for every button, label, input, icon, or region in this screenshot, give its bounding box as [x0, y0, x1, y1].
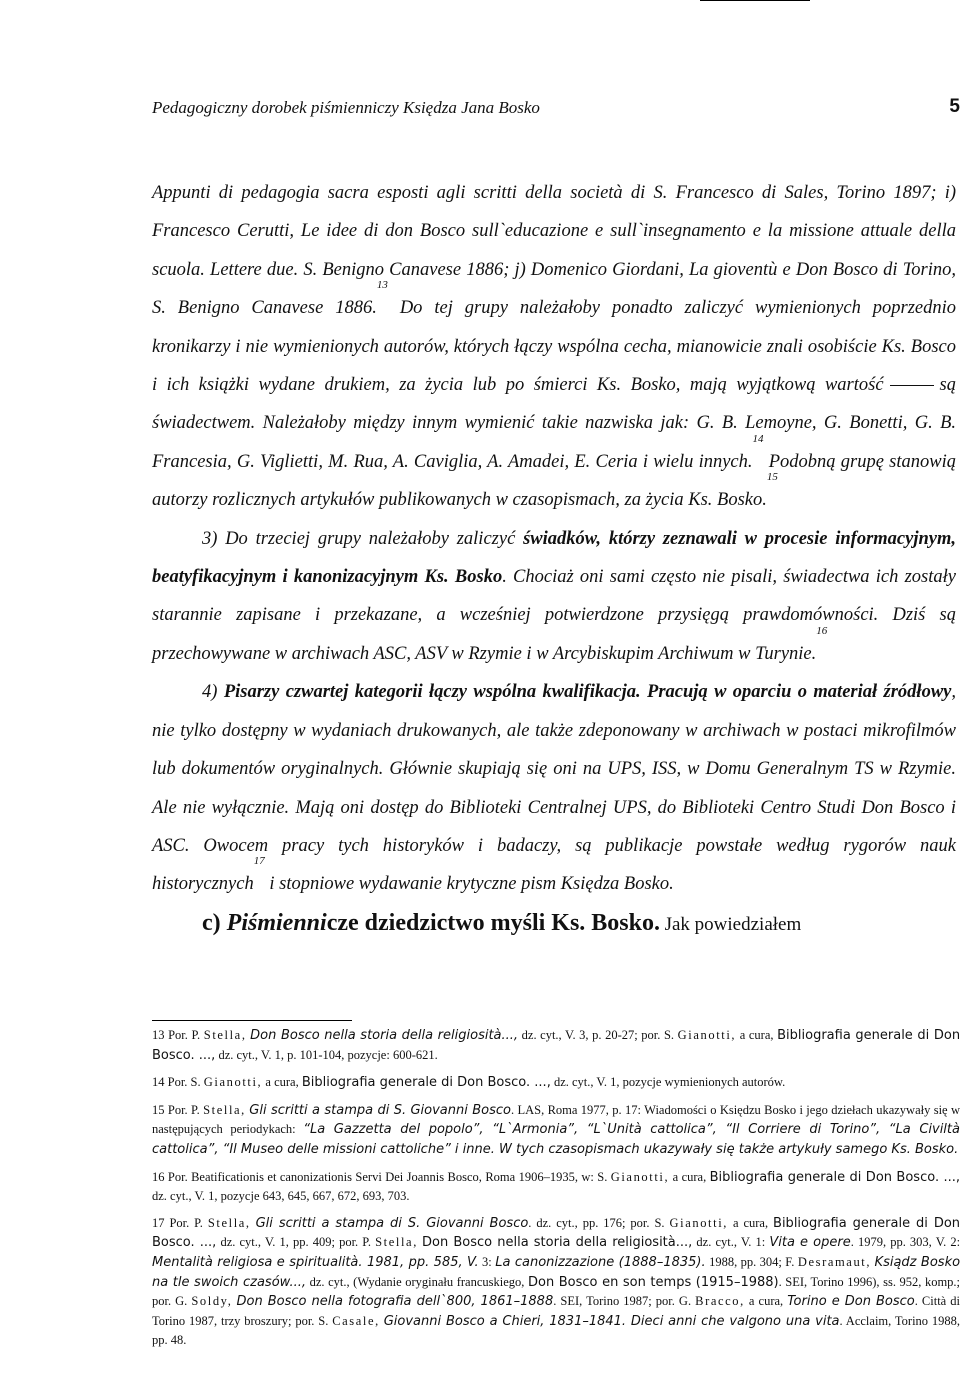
- fn17-q: 1988, pp. 304; F.: [709, 1254, 795, 1269]
- fn17-v: . SEI, Torino 1996), ss. 952, komp.; por. G.: [152, 1274, 960, 1309]
- fn15-d: . LAS, Roma 1977, p. 17: Wiadomości o Księdzu Bosko i jego dziełach ukazywały się w następujących periodykach:: [152, 1102, 960, 1137]
- section-c-italic: Piśmienni: [226, 909, 327, 936]
- fn17-m: . 1979, pp. 303, V. 2:: [850, 1235, 960, 1250]
- fn17-w: Soldy,: [191, 1294, 233, 1309]
- fn13-a: 13 Por. P.: [152, 1028, 201, 1042]
- footnote-16: [152, 1168, 960, 1206]
- fn17-ac: . Città di Torino 1987, trzy broszury; por. S.: [152, 1294, 960, 1328]
- fn13-b: Stella,: [203, 1028, 247, 1042]
- fn17-h: dz. cyt., V. 1, pp. 409; por. P.: [220, 1235, 371, 1250]
- fn17-af: . Acclaim, Torino 1988, pp. 48.: [152, 1313, 960, 1348]
- fn17-j: Don Bosco nella storia della religiosità...,: [422, 1235, 693, 1251]
- running-header: [152, 96, 960, 126]
- section-c-tail: Jak powiedziałem: [664, 913, 802, 935]
- fn16-c: a cura,: [672, 1169, 707, 1184]
- footnote-13: [152, 1026, 960, 1065]
- fn15-c: Gli scritti a stampa di S. Giovanni Bosco: [249, 1102, 511, 1118]
- footnotes: [152, 1026, 960, 1358]
- fn17-b: Stella,: [207, 1215, 251, 1230]
- fn14-a: 14 Por. S.: [152, 1075, 201, 1090]
- section-heading-c: [152, 904, 956, 944]
- fn17-a: 17 Por. P.: [152, 1215, 203, 1230]
- footnote-ref-14[interactable]: 14: [752, 432, 764, 445]
- fn16-b: Gianotti,: [610, 1169, 670, 1184]
- fn17-f: a cura,: [732, 1215, 769, 1230]
- footnote-14: [152, 1073, 960, 1093]
- paragraph3-text-b: , nie tylko dostępny w wydaniach drukowanych, ale także zdeponowany w archiwach w postaci mikrofilmów lub dokumentów oryginalnych. Głównie skupiają się oni na UPS, ISS, w Domu Generalnym TS w Rzymie. Ale nie wyłącznie. Mają oni dostęp do Biblioteki Centralnej UPS, do Biblioteki Centro Studi Don Bosco i ASC. Owocem pracy tych historyków i badaczy, są publikacje powstałe według rygorów nauk historycznych: [152, 682, 956, 895]
- fn17-p: La canonizzazione (1888–1835).: [495, 1254, 706, 1270]
- fn17-ae: Giovanni Bosco a Chieri, 1831–1841. Dieci anni che valgono una vita: [383, 1313, 840, 1329]
- paragraph3-bold: Pisarzy czwartej kategorii łączy wspólna kwalifikacja. Pracują w oparciu o materiał źródłowy: [223, 682, 952, 703]
- paragraph3-text-a: 4): [202, 682, 218, 703]
- fn17-t: dz. cyt., (Wydanie oryginału francuskiego,: [309, 1274, 525, 1289]
- fn17-d: . dz. cyt., pp. 176; por. S.: [528, 1215, 665, 1230]
- fn14-d: Bibliografia generale di Don Bosco. ...,: [301, 1075, 551, 1091]
- footnote-ref-16[interactable]: 16: [816, 624, 828, 637]
- fn17-s: Ksiądz Bosko na tle swoich czasów...,: [152, 1254, 960, 1290]
- fn17-ad: Casale,: [332, 1313, 380, 1328]
- paragraph2-text-a: 3) Do trzeciej grupy należałoby zaliczyć: [202, 528, 516, 549]
- fn17-aa: a cura,: [748, 1294, 784, 1309]
- fn17-e: Gianotti,: [669, 1215, 728, 1230]
- paragraph-third-group: [152, 520, 956, 674]
- fn17-y: . SEI, Torino 1987; por. G.: [553, 1294, 692, 1309]
- footnote-15: [152, 1101, 960, 1160]
- fn16-e: dz. cyt., V. 1, pozycje 643, 645, 667, 672, 693, 703.: [152, 1189, 410, 1204]
- fn17-c: Gli scritti a stampa di S. Giovanni Bosco: [255, 1215, 529, 1231]
- paragraph-continuation: [152, 174, 956, 520]
- footnote-17: [152, 1214, 960, 1350]
- section-c-heading: [202, 910, 660, 936]
- paragraph1-text-d: Podobną grupę stanowią autorzy rozlicznych artykułów publikowanych w czasopismach, za życia Ks. Bosko.: [152, 451, 956, 511]
- footnote-ref-17[interactable]: 17: [253, 855, 265, 868]
- fn14-c: a cura,: [265, 1075, 299, 1090]
- paragraph3-text-c: i stopniowe wydawanie krytyczne pism Księdza Bosko.: [269, 874, 674, 895]
- fn13-f: a cura,: [739, 1028, 774, 1042]
- fn16-d: Bibliografia generale di Don Bosco. ...,: [709, 1169, 960, 1185]
- fn15-a: 15 Por. P.: [152, 1102, 200, 1117]
- fn13-d: dz. cyt., V. 3, p. 20-27; por. S.: [521, 1028, 675, 1042]
- fn17-z: Bracco,: [695, 1294, 745, 1309]
- fn14-b: Gianotti,: [203, 1075, 263, 1090]
- fn16-a: 16 Por. Beatificationis et canonizationis Servi Dei Joannis Bosco, Roma 1906–1935, w: S.: [152, 1169, 608, 1184]
- main-text: [152, 174, 956, 944]
- fn17-u: Don Bosco en son temps (1915–1988): [527, 1274, 779, 1290]
- fn17-ab: Torino e Don Bosco: [787, 1294, 915, 1310]
- section-c-text: cze dziedzictwo myśli Ks. Bosko.: [326, 909, 660, 936]
- fn17-k: dz. cyt., V. 1:: [696, 1235, 766, 1250]
- em-dash: [890, 385, 934, 386]
- fn13-c: Don Bosco nella storia della religiosità...,: [250, 1028, 519, 1043]
- footnote-separator: [152, 1020, 352, 1021]
- fn13-g: Bibliografia generale di Don Bosco. ...,: [152, 1028, 960, 1063]
- paragraph1-text-a: Appunti di pedagogia sacra esposti agli scritti della società di S. Francesco di Sales, Torino 1897; i) Francesco Cerutti, Le idee di don Bosco sull`educazione e sull`insegnamento e la missione attuale della scuola. Lettere due. S. Benigno Canavese 1886; j) Domenico Giordani, La gioventù e Don Bosco di Torino, S. Benigno Canavese 1886.: [152, 183, 956, 319]
- top-edge-line: [700, 0, 810, 1]
- fn17-i: Stella,: [375, 1235, 418, 1250]
- fn13-h: dz. cyt., V. 1, p. 101-104, pozycje: 600-621.: [218, 1047, 438, 1062]
- fn15-e: “La Gazzetta del popolo”, “L`Armonia”, “L`Unità cattolica”, “Il Corriere di Torino”, “La Civiltà cattolica”, “Il Museo delle missioni cattoliche” i inne. W tych czasopismach ukazywały się także artykuły samego Ks. Bosko.: [152, 1122, 960, 1157]
- fn17-l: Vita e opere: [769, 1235, 851, 1251]
- footnote-ref-13[interactable]: 13: [376, 279, 388, 292]
- section-c-letter: c): [202, 909, 221, 936]
- fn17-o: 3:: [482, 1254, 492, 1269]
- fn17-x: Don Bosco nella fotografia dell`800, 1861–1888: [236, 1294, 554, 1310]
- fn13-e: Gianotti,: [677, 1028, 737, 1042]
- footnote-ref-15[interactable]: 15: [766, 471, 778, 484]
- fn17-g: Bibliografia generale di Don Bosco. ...,: [152, 1215, 960, 1251]
- running-header-title: Pedagogiczny dorobek piśmienniczy Księdza Jana Bosko: [152, 98, 540, 117]
- fn14-e: dz. cyt., V. 1, pozycje wymienionych autorów.: [553, 1075, 786, 1090]
- paragraph2-text-b: . Chociaż oni sami często nie pisali, świadectwa ich zostały starannie zapisane i przekazane, a wcześniej potwierdzone przysięgą prawdomówności. Dziś są przechowywane w archiwach ASC, ASV w Rzymie i w Arcybiskupim Archiwum w Turynie.: [152, 567, 957, 664]
- paragraph1-text-c: są świadectwem. Należałoby między innym wymienić takie nazwiska jak: G. B. Lemoyne, G. Bonetti, G. B. Francesia, G. Viglietti, M. Rua, A. Caviglia, A. Amadei, E. Ceria i wielu innych.: [152, 375, 956, 472]
- fn15-b: Stella,: [203, 1102, 246, 1117]
- fn17-r: Desramaut,: [797, 1254, 872, 1269]
- paragraph2-bold: świadków, którzy zeznawali w procesie informacyjnym, beatyfikacyjnym i kanonizacyjnym Ks. Bosko: [152, 528, 956, 588]
- paragraph-fourth-group: [152, 673, 956, 903]
- paragraph1-text-b: Do tej grupy należałoby ponadto zaliczyć wymienionych poprzednio kronikarzy i nie wymienionych autorów, których łączy wspólna cecha, mianowicie znali osobiście Ks. Bosco i ich książki wydane drukiem, za życia lub po śmierci Ks. Bosko, mają wyjątkową wartość: [152, 298, 957, 396]
- fn17-n: Mentalità religiosa e spiritualità. 1981, pp. 585, V.: [152, 1254, 479, 1270]
- page-number: 5: [949, 96, 960, 117]
